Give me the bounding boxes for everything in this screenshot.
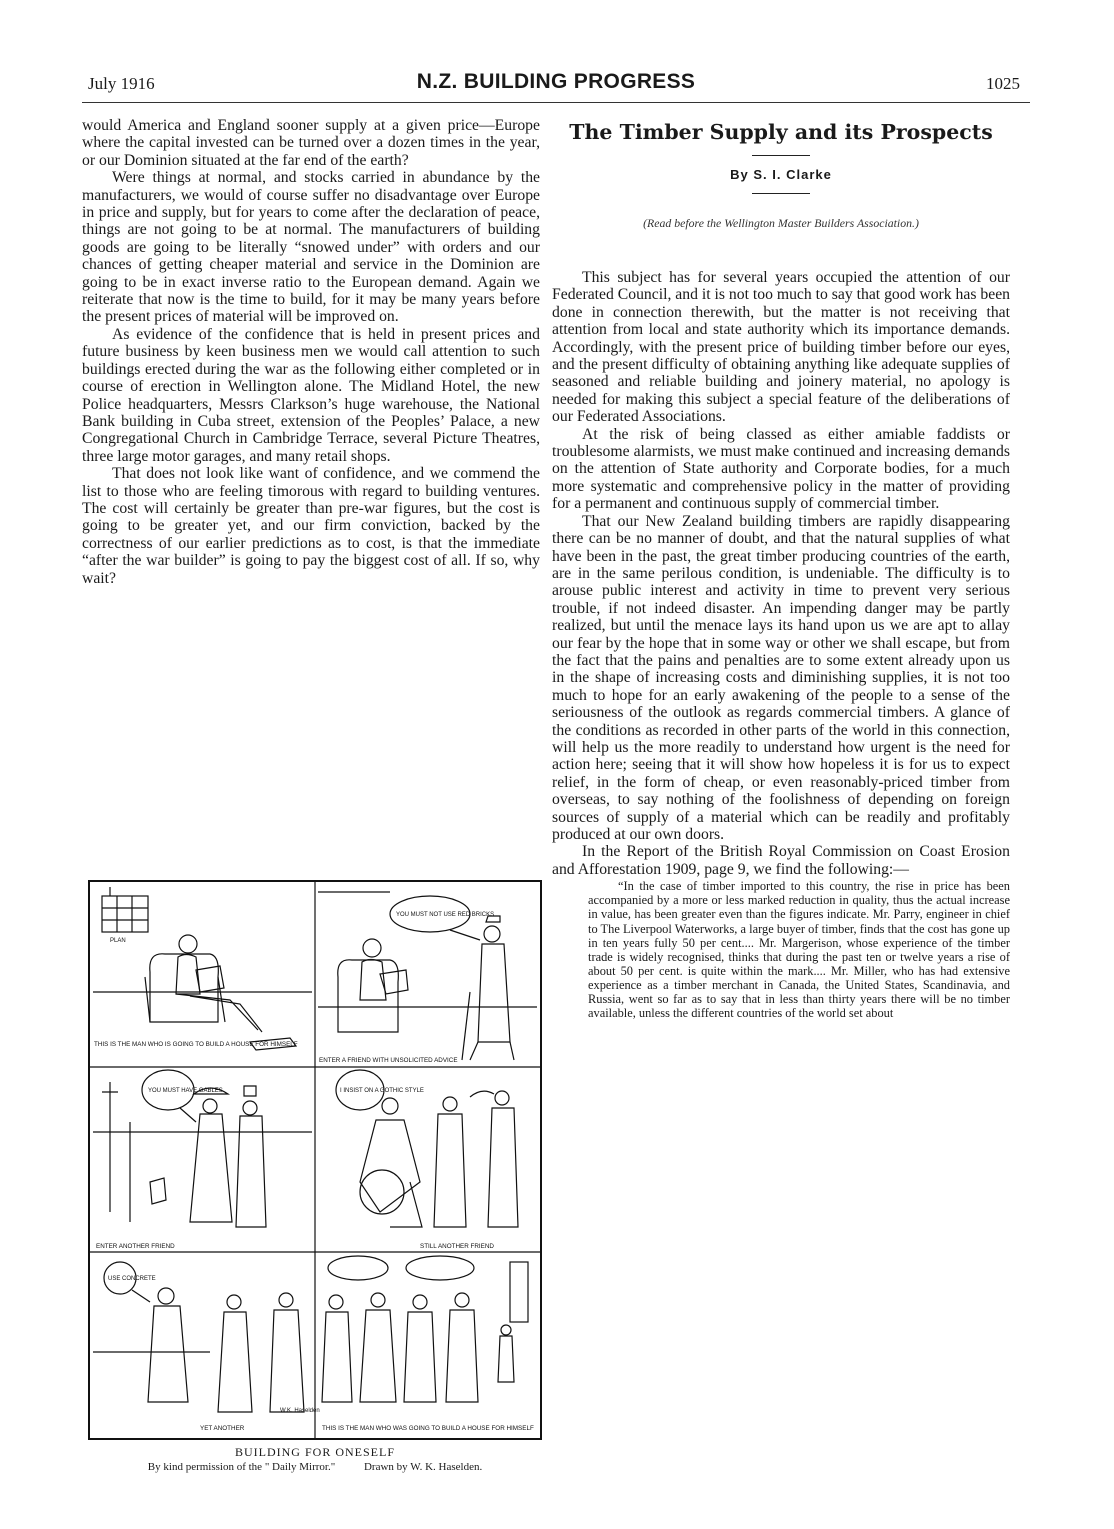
left-paragraph: That does not look like want of confidence, and we commend the list to those who are feeling timorous with regard to building ventures. The cost will certainly be greater than pre-war figures, but the cost is going to be greater yet, and our firm conviction, backed by the correctness of our earlier predictions as to cost, is that the immediate “after the war builder” is going to pay the biggest cost of all. If so, why wait? xyxy=(82,465,540,587)
panel-4-caption: STILL ANOTHER FRIEND xyxy=(420,1243,494,1250)
page-number: 1025 xyxy=(986,74,1020,93)
plan-label: PLAN xyxy=(110,938,126,944)
left-column xyxy=(82,117,540,587)
page-header xyxy=(82,68,1030,103)
article-paragraph: This subject has for several years occupied the attention of our Federated Council, and it is not too much to say that good work has been done in connection therewith, but the matter is not receiving that attention from local and state authority which its importance demands. Accordingly, with the present price of building timber before our eyes, and the present difficulty of obtaining anything like adequate supplies of seasoned and reliable building and joinery material, no apology is needed for making this subject a special feature of the deliberations of our Federated Associations. xyxy=(552,269,1010,426)
artist-signature: W.K. Haselden xyxy=(280,1408,320,1414)
publication-title: N.Z. BUILDING PROGRESS xyxy=(416,70,696,93)
left-paragraph: As evidence of the confidence that is held in present prices and future business by keen business men we would call attention to such buildings erected during the war as the following either completed or in course of erection in Wellington alone. The Midland Hotel, the new Police headquarters, Messrs Clarkson’s huge warehouse, the National Bank building in Cuba street, extension of the Peoples’ Palace, a new Congregational Church in Cambridge Terrace, several Picture Theatres, three large motor garages, and many retail shops. xyxy=(82,325,540,465)
left-paragraph: would America and England sooner supply at a given price—Europe where the capital invested can be turned over a dozen times in the year, or our Dominion situated at the far end of the earth? xyxy=(82,117,540,169)
speech-concrete: USE CONCRETE xyxy=(108,1276,156,1282)
left-paragraph: Were things at normal, and stocks carried in abundance by the manufacturers, we would of course suffer no disadvantage over Europe in price and supply, but for years to come after the declaration of peace, things are not going to be at normal. The manufacturers of building goods are going to be literally “snowed under” with orders and our chances of getting cheaper material and service in the Dominion are going to be in exact inverse ratio to the European demand. Again we reiterate that now is the time to build, for it may be many years before the present prices of material will be improved on. xyxy=(82,169,540,326)
panel-3-caption: ENTER ANOTHER FRIEND xyxy=(96,1243,175,1250)
panel-1-caption: THIS IS THE MAN WHO IS GOING TO BUILD A HOUSE FOR HIMSELF xyxy=(94,1041,298,1048)
speech-gables: YOU MUST HAVE GABLES xyxy=(148,1088,223,1094)
article-paragraph: That our New Zealand building timbers are rapidly disappearing there can be no manner of doubt, and that the natural supplies of what have been in the past, the great timber producing countries of the earth, are in the same perilous condition, is undeniable. The difficulty is to arouse public interest and activity in time to prevent very serious trouble, if not indeed disaster. An impending danger may be partly realized, but until the menace lays its hand upon us we are apt to allay our fear by the hope that in some way or other we shall escape, but from the fact that the pains and penalties are to some extent already upon us in the shape of increasing costs and diminishing supplies, it is not too much to hope for an early awakening of the people to a sense of the seriousness of the outlook as regards commercial timbers. A glance of the conditions as recorded in other parts of the world in this connection, will help us the more readily to understand how urgent is the need for action here; seeing that it will show how hopeless it is for us to expect relief, in the form of cheap, or even reasonably-priced timber from overseas, to say nothing of the foolishness of depending on foreign sources of supply of a material which can be readily and profitably produced at our own doors. xyxy=(552,512,1010,843)
byline-divider xyxy=(752,193,810,194)
panel-6-caption: THIS IS THE MAN WHO WAS GOING TO BUILD A HOUSE FOR HIMSELF xyxy=(322,1425,534,1432)
credit-permission: By kind permission of the " Daily Mirror." xyxy=(147,1461,336,1473)
cartoon-caption-title: BUILDING FOR ONESELF xyxy=(234,1445,395,1459)
title-divider xyxy=(752,155,810,156)
speech-red-bricks: YOU MUST NOT USE RED BRICKS xyxy=(396,912,495,918)
right-column xyxy=(552,117,1010,1020)
issue-date: July 1916 xyxy=(88,74,155,93)
panel-2-caption: ENTER A FRIEND WITH UNSOLICITED ADVICE xyxy=(319,1057,458,1064)
article-byline: By S. I. Clarke xyxy=(730,167,832,182)
quote-text: “In the case of timber imported to this country, the rise in price has been accompanied by a more or less marked reduction in quality, thus the actual increase in value, has been greater even than the figures indicate. Mr. Parry, engineer in chief to The Liverpool Waterworks, a large buyer of timber, finds that the cost has gone up in ten years fully 50 per cent.... Mr. Margerison, whose experience of the timber trade is widely recognised, thinks that during the past ten or twelve years a rise of about 50 per cent. is quite within the mark.... Mr. Miller, who has had extensive experience as a timber merchant in Canada, the United States, Scandinavia, and Russia, went so far as to say that in less than thirty years there will be no timber available, unless the different countries of the world set about xyxy=(588,879,1010,1021)
article-note: (Read before the Wellington Master Builders Association.) xyxy=(643,216,919,230)
cartoon-drawing xyxy=(90,882,540,1438)
cartoon-caption-credit xyxy=(88,1461,542,1473)
panel-5-caption: YET ANOTHER xyxy=(200,1425,245,1432)
commission-quote xyxy=(588,879,1010,1020)
article-paragraph: At the risk of being classed as either amiable faddists or troublesome alarmists, we must make continued and increasing demands on the attention of State authority and Corporate bodies, for a much more systematic and comprehensive policy in the matter of providing for a permanent and continuous supply of commercial timber. xyxy=(552,425,1010,513)
speech-gothic: I INSIST ON A GOTHIC STYLE xyxy=(340,1088,424,1094)
article-paragraph: In the Report of the British Royal Commission on Coast Erosion and Afforestation 1909, page 9, we find the following:— xyxy=(552,843,1010,878)
cartoon-illustration xyxy=(88,880,542,1440)
credit-artist: Drawn by W. K. Haselden. xyxy=(363,1461,483,1473)
article-title: The Timber Supply and its Prospects xyxy=(569,120,993,144)
